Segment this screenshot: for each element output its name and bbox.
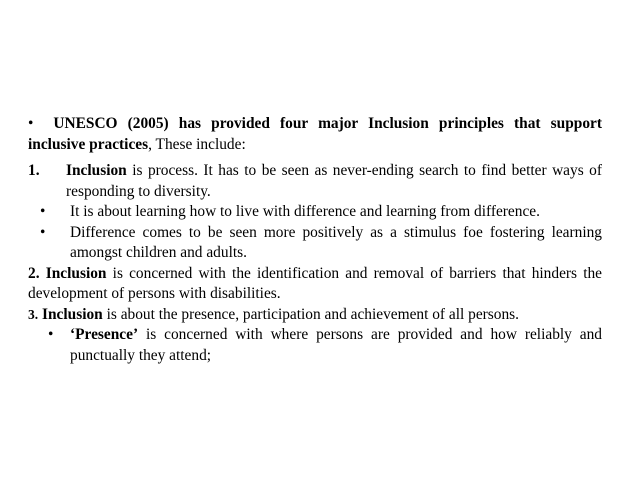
bullet-icon: • bbox=[48, 326, 54, 343]
bullet-icon: • bbox=[40, 223, 46, 241]
principle-3-bullet-1 bbox=[48, 325, 602, 366]
intro-rest-text: , These include: bbox=[148, 135, 246, 153]
intro-paragraph bbox=[28, 114, 602, 155]
principle-3 bbox=[28, 305, 602, 326]
principle-2-number: 2. bbox=[28, 264, 40, 282]
principle-2-term: Inclusion bbox=[45, 264, 107, 282]
principle-1-bullet-1 bbox=[40, 202, 602, 223]
bullet-icon: • bbox=[40, 203, 46, 220]
principle-1-text: is process. It has to be seen as never-ending search to find better ways of responding to diversity. bbox=[66, 162, 602, 200]
principle-1-number: 1. bbox=[28, 162, 40, 179]
bullet-icon: • bbox=[28, 115, 34, 132]
principle-1-bullet-2 bbox=[40, 223, 602, 264]
principle-3-term: Inclusion bbox=[41, 305, 103, 323]
intro-bold-text: UNESCO (2005) has provided four major Inclusion principles that support inclusive practices bbox=[28, 115, 602, 153]
principle-3-number: 3. bbox=[28, 306, 39, 322]
principle-2-text: is concerned with the identification and removal of barriers that hinders the development of persons with disabilities. bbox=[28, 264, 602, 302]
principle-1 bbox=[28, 161, 602, 202]
presence-text: is concerned with where persons are provided and how reliably and punctually they attend; bbox=[70, 326, 602, 364]
principle-1-bullet-1-text: It is about learning how to live with difference and learning from difference. bbox=[70, 203, 540, 220]
principle-1-term: Inclusion bbox=[66, 162, 127, 179]
slide-content bbox=[28, 114, 602, 366]
principle-2 bbox=[28, 264, 602, 305]
presence-term: ‘Presence’ bbox=[70, 326, 139, 343]
principle-3-text: is about the presence, participation and achievement of all persons. bbox=[102, 305, 519, 323]
principle-1-bullet-2-text: Difference comes to be seen more positively as a stimulus foe fostering learning amongst children and adults. bbox=[70, 223, 602, 261]
